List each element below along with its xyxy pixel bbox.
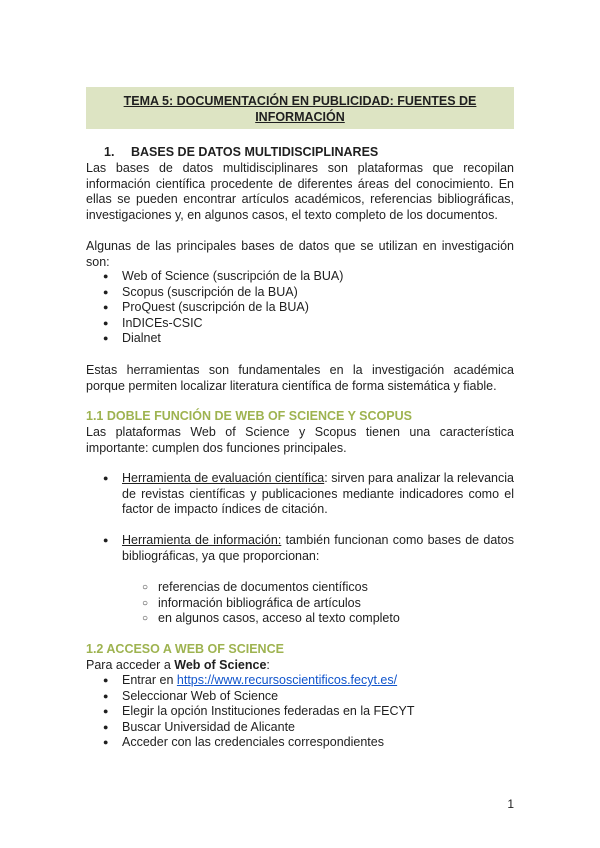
list-item: ● ProQuest (suscripción de la BUA) bbox=[86, 300, 343, 316]
list-item: ● InDICEs-CSIC bbox=[86, 316, 343, 332]
list-item: ● Web of Science (suscripción de la BUA) bbox=[86, 269, 343, 285]
page-number: 1 bbox=[507, 797, 514, 811]
intro-bold: Web of Science bbox=[174, 658, 267, 672]
step-1-prefix: Entrar en bbox=[122, 673, 177, 687]
function-2-text: también funcionan como bases de datos bibliográficas, ya que proporcionan: bbox=[122, 533, 514, 563]
list-item: ● Scopus (suscripción de la BUA) bbox=[86, 285, 343, 301]
document-title: TEMA 5: DOCUMENTACIÓN EN PUBLICIDAD: FUENTES DE INFORMACIÓN bbox=[86, 87, 514, 129]
section-1-number: 1. bbox=[104, 145, 115, 159]
list-item bbox=[86, 471, 514, 518]
function-list-2 bbox=[86, 533, 514, 564]
section-1-heading bbox=[104, 145, 378, 159]
section-1-2-intro bbox=[86, 658, 514, 674]
list-item bbox=[86, 673, 415, 689]
section-1-title: BASES DE DATOS MULTIDISCIPLINARES bbox=[131, 145, 379, 159]
function-2-label: Herramienta de información: bbox=[122, 533, 282, 547]
section-1-paragraph-2: Algunas de las principales bases de datos que se utilizan en investigación son: bbox=[86, 239, 514, 269]
function-list bbox=[86, 471, 514, 518]
list-item: ○ información bibliográfica de artículos bbox=[86, 596, 400, 612]
section-1-2-heading: 1.2 ACCESO A WEB OF SCIENCE bbox=[86, 642, 284, 656]
intro-suffix: : bbox=[266, 658, 270, 672]
section-1-1-intro: Las plataformas Web of Science y Scopus tienen una característica importante: cumplen dos funciones principales. bbox=[86, 425, 514, 455]
list-item: ○ referencias de documentos científicos bbox=[86, 580, 400, 596]
section-1-paragraph-1: Las bases de datos multidisciplinares son plataformas que recopilan información científica procedente de diferentes áreas del conocimiento. En ellas se pueden encontrar artículos académicos, referencias bibliográficas, investigaciones y, en algunos casos, el texto completo de los documentos. bbox=[86, 161, 514, 222]
intro-prefix: Para acceder a bbox=[86, 658, 175, 672]
list-item bbox=[86, 533, 514, 564]
section-1-paragraph-3: Estas herramientas son fundamentales en la investigación académica porque permiten localizar literatura científica de forma sistemática y fiable. bbox=[86, 363, 514, 393]
list-item: ● Acceder con las credenciales correspondientes bbox=[86, 735, 415, 751]
list-item: ● Seleccionar Web of Science bbox=[86, 689, 415, 705]
list-item: ○ en algunos casos, acceso al texto completo bbox=[86, 611, 400, 627]
section-1-1-heading: 1.1 DOBLE FUNCIÓN DE WEB OF SCIENCE Y SCOPUS bbox=[86, 409, 412, 423]
function-1-text: : sirven para analizar la relevancia de revistas científicas y publicaciones mediante indicadores como el factor de impacto índices de citación. bbox=[122, 471, 514, 516]
fecyt-link[interactable]: https://www.recursoscientificos.fecyt.es/ bbox=[176, 673, 398, 687]
list-item: ● Elegir la opción Instituciones federadas en la FECYT bbox=[86, 704, 415, 720]
list-item: ● Dialnet bbox=[86, 331, 343, 347]
information-sublist bbox=[86, 580, 400, 627]
database-list bbox=[86, 269, 343, 347]
list-item: ● Buscar Universidad de Alicante bbox=[86, 720, 415, 736]
access-steps-list bbox=[86, 673, 415, 751]
function-1-label: Herramienta de evaluación científica bbox=[122, 471, 325, 485]
